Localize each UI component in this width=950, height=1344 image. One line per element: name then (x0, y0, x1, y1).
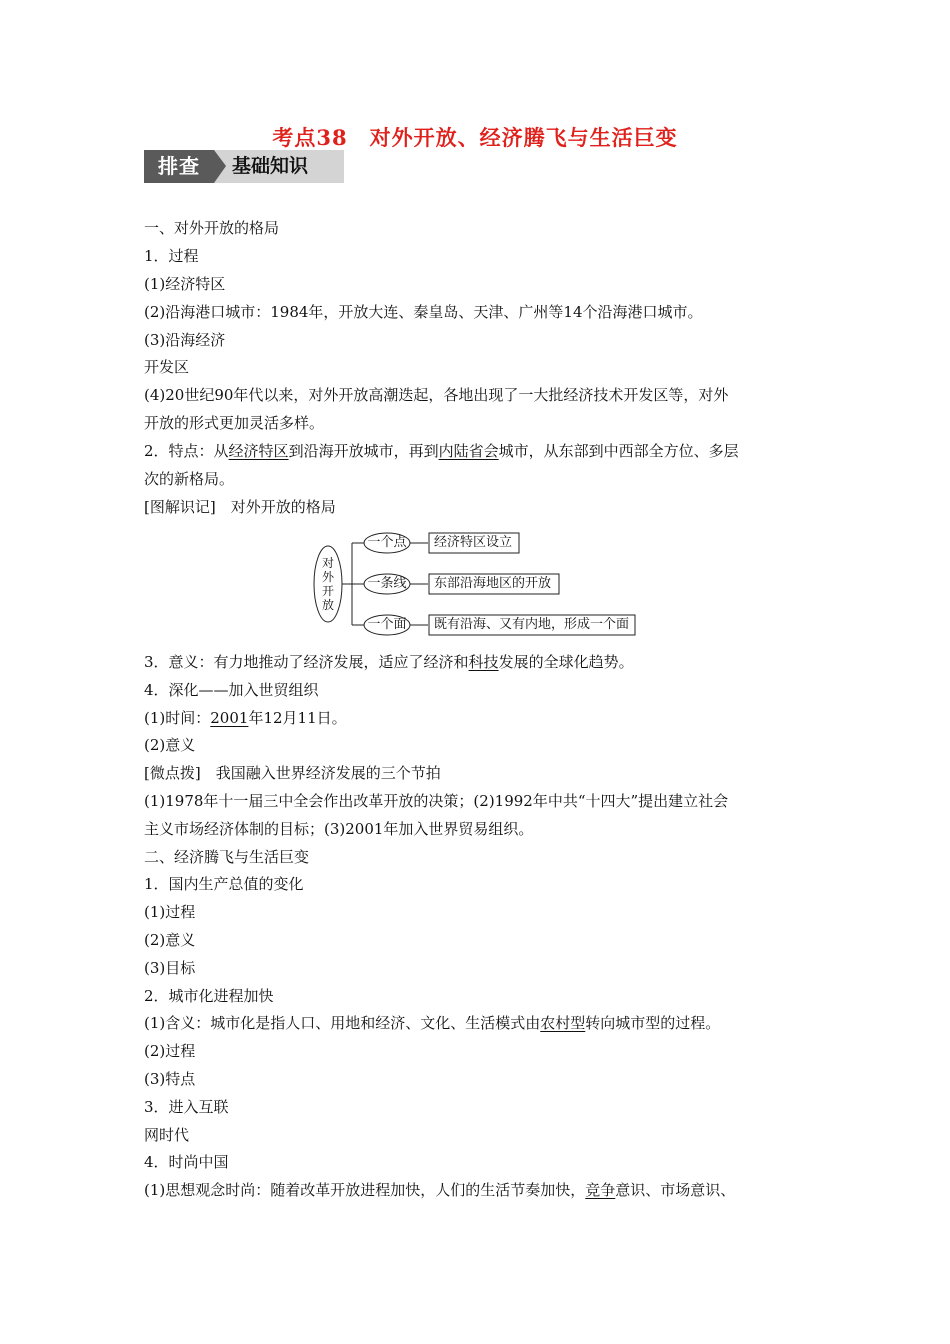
banner-heading: 基础知识 (232, 155, 309, 177)
text-line: 2．城市化进程加快 (144, 987, 274, 1005)
text-line: (1)时间：2001年12月11日。 (144, 709, 347, 727)
page-title: 考点38 对外开放、经济腾飞与生活巨变 (272, 125, 678, 150)
underlined-term: 2001 (210, 709, 249, 727)
text-line: (1)过程 (144, 903, 196, 921)
text-line: 1．过程 (144, 247, 199, 265)
diagram-node: 一条线 (367, 576, 407, 591)
banner-arrow-icon (214, 150, 226, 183)
diagram-result: 经济特区设立 (434, 535, 513, 550)
text-line: 主义市场经济体制的目标；(3)2001年加入世界贸易组织。 (144, 820, 534, 838)
underlined-term: 竞争 (585, 1181, 616, 1199)
text-line: 开放的形式更加灵活多样。 (144, 414, 325, 432)
text-line: 4．深化——加入世贸组织 (144, 681, 319, 699)
text-line: (1)经济特区 (144, 275, 226, 293)
diagram-node: 一个面 (367, 617, 407, 632)
text-line: (2)意义 (144, 736, 196, 754)
diagram-result: 既有沿海、又有内地，形成一个面 (434, 617, 630, 632)
text-line: 1．国内生产总值的变化 (144, 875, 304, 893)
text-line: 3．进入互联 (144, 1098, 229, 1116)
underlined-term: 农村型 (540, 1014, 586, 1032)
text-line: 开发区 (144, 358, 190, 376)
text-line: 4．时尚中国 (144, 1153, 229, 1171)
banner-tag: 排查 (144, 150, 214, 183)
text-line: (3)特点 (144, 1070, 196, 1088)
text-line: (3)沿海经济 (144, 331, 226, 349)
text-line: 一、对外开放的格局 (144, 219, 280, 237)
text-line: (3)目标 (144, 959, 196, 977)
underlined-term: 内陆省会 (438, 442, 499, 460)
underlined-term: 科技 (468, 653, 499, 671)
text-line: (2)过程 (144, 1042, 196, 1060)
section-banner (144, 150, 344, 183)
text-line: 3．意义：有力地推动了经济发展，适应了经济和科技发展的全球化趋势。 (144, 653, 634, 671)
text-line: 2．特点：从经济特区到沿海开放城市，再到内陆省会城市，从东部到中西部全方位、多层 (144, 442, 739, 460)
text-line: (2)意义 (144, 931, 196, 949)
diagram-node: 一个点 (367, 535, 407, 550)
text-line: (1)1978年十一届三中全会作出改革开放的决策；(2)1992年中共“十四大”提出建立社会 (144, 792, 729, 810)
text-line: (4)20世纪90年代以来，对外开放高潮迭起，各地出现了一大批经济技术开发区等，对外 (144, 386, 729, 404)
text-line: (1)思想观念时尚：随着改革开放进程加快，人们的生活节奏加快，竞争意识、市场意识、 (144, 1181, 736, 1199)
underlined-term: 经济特区 (228, 442, 289, 460)
text-line: [微点拨] 我国融入世界经济发展的三个节拍 (144, 764, 441, 782)
text-line: [图解识记] 对外开放的格局 (144, 498, 336, 516)
text-line: (2)沿海港口城市：1984年，开放大连、秦皇岛、天津、广州等14个沿海港口城市。 (144, 303, 703, 321)
text-line: 次的新格局。 (144, 470, 235, 488)
open-pattern-diagram (310, 526, 640, 641)
text-line: 网时代 (144, 1126, 190, 1144)
diagram-result: 东部沿海地区的开放 (434, 576, 552, 591)
text-line: (1)含义：城市化是指人口、用地和经济、文化、生活模式由农村型转向城市型的过程。 (144, 1014, 721, 1032)
diagram-center-label: 对 外 开 放 (321, 556, 334, 612)
text-line: 二、经济腾飞与生活巨变 (144, 848, 310, 866)
